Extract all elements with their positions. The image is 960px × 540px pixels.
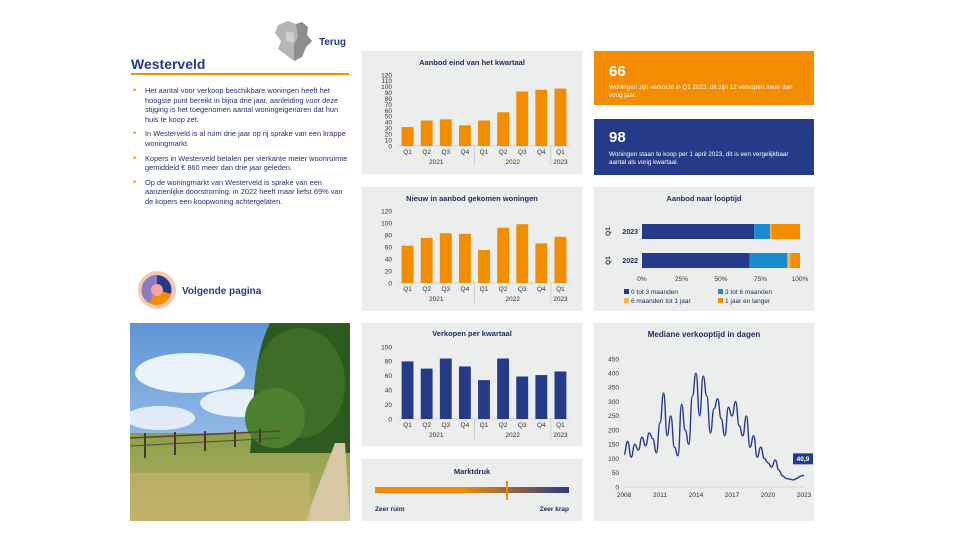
summary-bullets [131,86,351,212]
kpi-text: Woningen staan te koop per 1 april 2023, dit is een vergelijkbaar aantal als vorig kwartaal. [609,151,789,166]
y-tick-label: 20 [384,401,392,409]
x-tick-label: Q1 [556,149,565,156]
y-tick-label: 120 [381,72,392,80]
chart-panel-nieuw [362,187,582,311]
x-tick-label: Q3 [517,422,527,429]
bar [535,243,547,283]
group-label: 2022 [505,296,520,303]
verkopen-bar-chart [362,339,582,445]
stacked-segment [772,224,800,239]
bar [421,121,433,146]
y-tick-label: 0 [615,484,619,492]
series-line [624,373,804,480]
x-tick-label: Q3 [441,149,451,156]
verkooptijd-line-chart [594,339,814,521]
x-tick-label: 2008 [616,492,632,499]
marktdruk-right-label: Zeer krap [539,506,569,513]
bar [555,89,567,146]
bar [478,121,490,146]
bar [555,237,567,283]
landscape-photo [130,323,350,521]
y-tick-label: 10 [384,137,392,145]
looptijd-stacked-chart [594,203,814,311]
y-tick-label: 40 [384,119,392,127]
x-tick-label: Q4 [536,286,546,293]
legend-label: 3 tot 6 maanden [725,289,772,296]
bar [516,377,528,419]
page-title: Westerveld [131,56,206,72]
stacked-segment [642,224,754,239]
x-tick-label: Q1 [479,422,489,429]
bar [421,238,433,283]
x-tick-label: Q3 [517,149,527,156]
x-tick-label: Q2 [422,286,432,293]
bar [497,359,509,419]
y-tick-label: 60 [384,244,392,252]
bar [478,250,490,283]
x-tick-label: 50% [714,276,728,283]
y-tick-label: 250 [608,413,619,421]
x-tick-label: Q2 [422,149,432,156]
y-tick-label: 400 [608,370,619,378]
x-tick-label: Q3 [517,286,527,293]
bar [402,127,414,146]
x-tick-label: 25% [674,276,689,283]
y-tick-label: 50 [611,470,619,478]
chart-panel-aanbod [362,51,582,174]
chart-panel-verkooptijd [594,323,814,521]
stacked-segment [791,253,800,268]
bar [402,361,414,419]
y-tick-label: 0 [388,280,392,288]
bar [497,112,509,146]
bar [459,125,471,146]
marktdruk-left-label: Zeer ruim [375,506,405,513]
stacked-segment [787,253,790,268]
bar [459,234,471,283]
y-tick-label: 50 [384,113,392,121]
chart-title: Verkopen per kwartaal [432,329,512,338]
chart-title: Aanbod naar looptijd [666,194,742,203]
x-tick-label: 2017 [724,492,740,499]
y-tick-label: 20 [384,131,392,139]
nieuw-bar-chart [362,203,582,309]
bar [459,366,471,419]
y-tick-label: 90 [384,90,392,98]
x-tick-label: 2011 [653,492,667,499]
bar [440,359,452,419]
marktdruk-panel [362,459,582,521]
stacked-segment [770,224,772,239]
x-tick-label: Q1 [403,149,412,156]
y-tick-label: 20 [384,268,392,276]
y-tick-label: 60 [384,107,392,115]
row-quarter-label: Q1 [605,227,612,236]
bar [555,371,567,419]
row-quarter-label: Q1 [605,256,612,265]
x-tick-label: Q3 [441,286,451,293]
back-link[interactable]: Terug [319,37,347,48]
bar [516,224,528,283]
x-tick-label: Q4 [460,286,470,293]
marktdruk-title: Marktdruk [453,467,491,476]
kpi-for-sale [594,119,814,175]
last-value-label: 40,9 [796,455,810,463]
bullet-item: • Het aantal voor verkoop beschikbare woningen heeft het hoogste punt bereikt in bijna drie jaar, aanleiding voor deze stijging is het toegenomen aantal woningeigenaren dat hun huis te koop zet. [131,86,351,124]
y-tick-label: 70 [384,101,392,109]
legend-swatch [624,298,629,303]
y-tick-label: 110 [381,78,392,86]
y-tick-label: 350 [608,384,619,392]
bullet-item: • In Westerveld is al ruim drie jaar op rij sprake van een krappe woningmarkt. [131,129,351,148]
x-tick-label: Q4 [460,149,470,156]
y-tick-label: 100 [381,344,392,352]
x-tick-label: Q2 [498,149,508,156]
stacked-segment [754,224,770,239]
legend-swatch [624,289,629,294]
row-year-label: 2022 [622,258,638,265]
group-label: 2021 [428,432,444,439]
next-page-link[interactable]: Volgende pagina [182,286,262,297]
chart-title: Nieuw in aanbod gekomen woningen [406,194,538,203]
stacked-segment [642,253,749,268]
x-tick-label: Q1 [556,422,565,429]
x-tick-label: Q3 [441,422,451,429]
y-tick-label: 30 [384,125,392,133]
bar [421,369,433,419]
y-tick-label: 60 [384,373,392,381]
bar [535,90,547,146]
stacked-segment [749,253,787,268]
chart-title: Mediane verkooptijd in dagen [647,330,761,339]
y-tick-label: 80 [384,95,392,103]
y-tick-label: 100 [381,220,392,228]
x-tick-label: 2020 [760,492,776,499]
y-tick-label: 120 [381,208,392,216]
legend-swatch [718,298,723,303]
x-tick-label: Q4 [536,149,546,156]
x-tick-label: Q1 [479,286,489,293]
group-label: 2023 [553,432,568,439]
y-tick-label: 0 [388,143,392,151]
bar [402,246,414,283]
x-tick-label: Q4 [460,422,470,429]
chart-panel-verkopen [362,323,582,446]
kpi-sold [594,51,814,105]
bullet-item: • Kopers in Westerveld betalen per vierkante meter woonruimte gemiddeld € 860 meer dan drie jaar geleden. [131,154,351,173]
y-tick-label: 450 [608,356,619,364]
y-tick-label: 300 [608,398,619,406]
group-label: 2022 [505,432,520,439]
bar [478,380,490,419]
group-label: 2023 [553,296,568,303]
row-year-label: 2023 [622,229,638,236]
group-label: 2021 [428,296,444,303]
bar [440,233,452,283]
marktdruk-marker [506,481,508,500]
x-tick-label: 0% [637,276,647,283]
x-tick-label: Q1 [479,149,489,156]
group-label: 2023 [553,159,568,166]
x-tick-label: 2014 [688,492,704,499]
bar [497,228,509,283]
legend-swatch [718,289,723,294]
x-tick-label: Q2 [498,422,508,429]
marktdruk-gradient-bar [375,487,569,493]
bar [440,119,452,146]
y-tick-label: 100 [608,455,619,463]
y-tick-label: 0 [388,416,392,424]
x-tick-label: Q1 [403,422,412,429]
group-label: 2022 [505,159,520,166]
y-tick-label: 40 [384,387,392,395]
legend-label: 0 tot 3 maanden [631,289,678,296]
legend-label: 6 maanden tot 1 jaar [631,298,691,305]
x-tick-label: Q2 [498,286,508,293]
chart-panel-looptijd [594,187,814,311]
aanbod-bar-chart [362,67,582,172]
kpi-text: Woningen zijn verkocht in Q1 2023, dit zijn 12 verkopen meer dan vorig jaar. [609,84,793,99]
bar [535,375,547,419]
region-map-icon[interactable] [272,19,314,63]
y-tick-label: 100 [381,84,392,92]
group-label: 2021 [428,159,444,166]
x-tick-label: Q2 [422,422,432,429]
x-tick-label: 100% [791,276,809,283]
kpi-value: 66 [609,63,626,80]
bullet-item: • Op de woningmarkt van Westerveld is sprake van een aanzienlijke doorstroming, in 2022 heeft maar liefst 69% van de kopers een koopwoning achtergelaten. [131,178,351,207]
x-tick-label: 2023 [796,492,812,499]
bar [516,92,528,146]
y-tick-label: 40 [384,256,392,264]
x-tick-label: Q1 [403,286,412,293]
x-tick-label: Q1 [556,286,565,293]
y-tick-label: 80 [384,358,392,366]
title-underline [131,73,349,75]
y-tick-label: 200 [608,427,619,435]
y-tick-label: 80 [384,232,392,240]
y-tick-label: 150 [608,441,619,449]
next-page-pie-icon[interactable] [137,270,177,310]
kpi-value: 98 [609,129,626,146]
x-tick-label: 75% [753,276,768,283]
x-tick-label: Q4 [536,422,546,429]
legend-label: 1 jaar en langer [725,298,771,305]
chart-title: Aanbod eind van het kwartaal [419,58,525,67]
